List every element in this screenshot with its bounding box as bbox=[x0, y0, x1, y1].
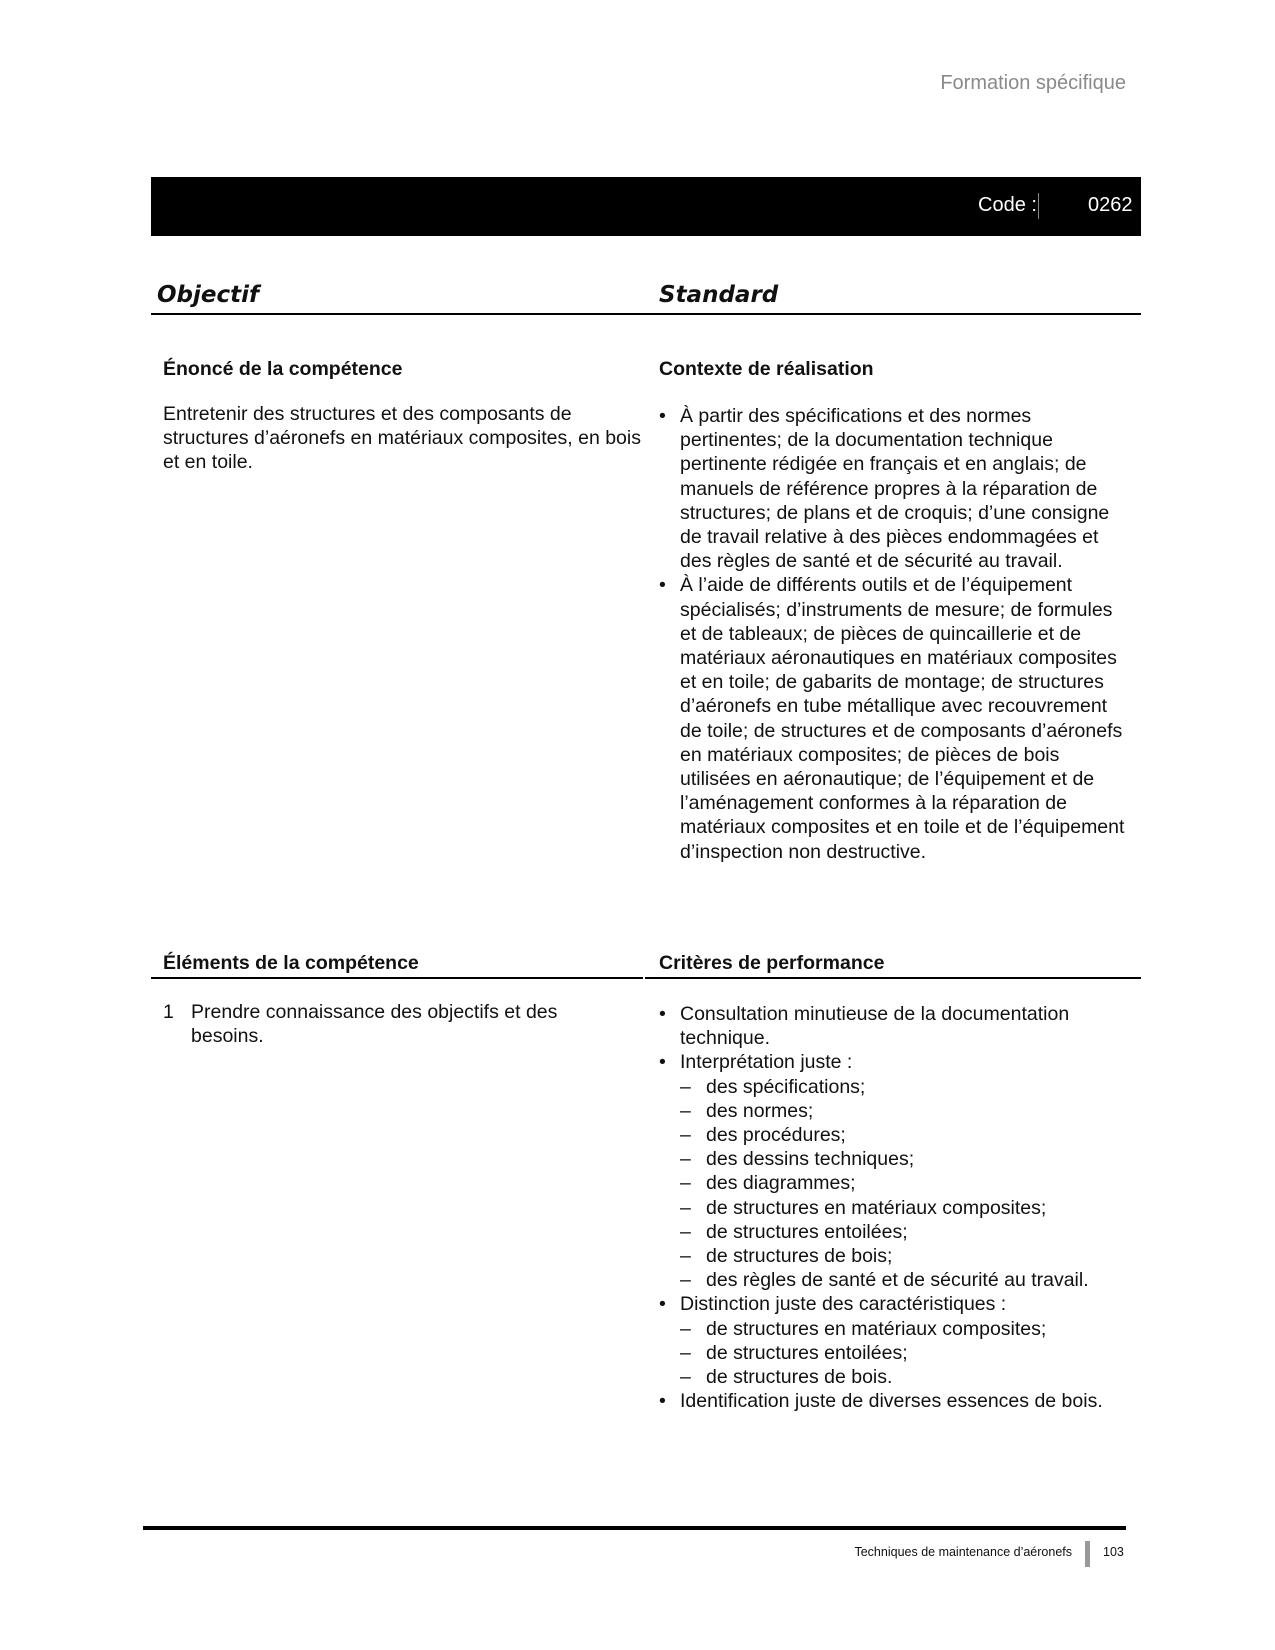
critere-text: Consultation minutieuse de la documentation technique. bbox=[680, 1003, 1070, 1050]
section-standard: Standard bbox=[659, 282, 779, 308]
elements-heading: Éléments de la compétence bbox=[163, 952, 419, 974]
contexte-item: • À partir des spécifications et des normes pertinentes; de la documentation technique pertinente rédigée en français et en anglais; de manuels de référence propres à la réparation de structures; de plans et de croquis; d’une consigne de travail relative à des pièces endommagées et des règles de santé et de sécurité au travail. bbox=[659, 404, 1134, 573]
critere-item bbox=[659, 1002, 1134, 1050]
critere-item bbox=[659, 1050, 1134, 1292]
code-value: 0262 bbox=[1088, 194, 1133, 216]
critere-subitem: – de structures en matériaux composites; bbox=[680, 1317, 1134, 1341]
enonce-text: Entretenir des structures et des composants de structures d’aéronefs en matériaux composites, en bois et en toile. bbox=[163, 403, 641, 474]
footer-title: Techniques de maintenance d’aéronefs bbox=[854, 1545, 1072, 1559]
section-rule bbox=[151, 313, 1141, 315]
critere-subitem: – de structures entoilées; bbox=[680, 1341, 1134, 1365]
critere-subitem: – de structures de bois; bbox=[680, 1244, 1134, 1268]
section-objectif: Objectif bbox=[157, 282, 260, 308]
element-item bbox=[163, 1000, 613, 1048]
critere-item bbox=[659, 1389, 1134, 1413]
criteres-rule bbox=[645, 977, 1141, 979]
critere-subitem: – des procédures; bbox=[680, 1123, 1134, 1147]
footer-rule bbox=[143, 1526, 1126, 1530]
criteres-heading: Critères de performance bbox=[659, 952, 885, 974]
element-number: 1 bbox=[163, 1001, 174, 1023]
critere-subitem: – des dessins techniques; bbox=[680, 1147, 1134, 1171]
critere-subitem: – des diagrammes; bbox=[680, 1171, 1134, 1195]
critere-subitem: – des normes; bbox=[680, 1099, 1134, 1123]
critere-subitem: – des spécifications; bbox=[680, 1075, 1134, 1099]
critere-text: Distinction juste des caractéristiques : bbox=[680, 1293, 1007, 1316]
contexte-list bbox=[659, 404, 1134, 864]
element-text: Prendre connaissance des objectifs et des besoins. bbox=[191, 1001, 558, 1048]
critere-text: Identification juste de diverses essences de bois. bbox=[680, 1390, 1103, 1413]
critere-subitem: – des règles de santé et de sécurité au travail. bbox=[680, 1268, 1134, 1292]
contexte-item: • À l’aide de différents outils et de l’équipement spécialisés; d’instruments de mesure; de formules et de tableaux; de pièces de quincaillerie et de matériaux aéronautiques en matériaux composites et en toile; de gabarits de montage; de structures d’aéronefs en tube métallique avec recouvrement de toile; de structures et de composants d’aéronefs en matériaux composites; de pièces de bois utilisées en aéronautique; de l’équipement et de l’aménagement conformes à la réparation de matériaux composites et en toile et de l’équipement d’inspection non destructive. bbox=[659, 573, 1134, 863]
contexte-heading: Contexte de réalisation bbox=[659, 358, 874, 380]
critere-text: Interprétation juste : bbox=[680, 1051, 853, 1074]
critere-sublist bbox=[680, 1317, 1134, 1390]
critere-subitem: – de structures de bois. bbox=[680, 1365, 1134, 1389]
critere-sublist bbox=[680, 1075, 1134, 1293]
page-number: 103 bbox=[1103, 1545, 1124, 1559]
criteres-list bbox=[659, 1002, 1134, 1413]
elements-rule bbox=[151, 977, 643, 979]
critere-subitem: – de structures en matériaux composites; bbox=[680, 1196, 1134, 1220]
code-separator bbox=[1038, 193, 1039, 219]
footer-separator bbox=[1085, 1541, 1090, 1567]
code-label: Code : bbox=[978, 194, 1037, 216]
critere-subitem: – de structures entoilées; bbox=[680, 1220, 1134, 1244]
critere-item bbox=[659, 1292, 1134, 1389]
enonce-heading: Énoncé de la compétence bbox=[163, 358, 403, 380]
running-header: Formation spécifique bbox=[940, 72, 1126, 94]
code-bar bbox=[151, 177, 1141, 236]
